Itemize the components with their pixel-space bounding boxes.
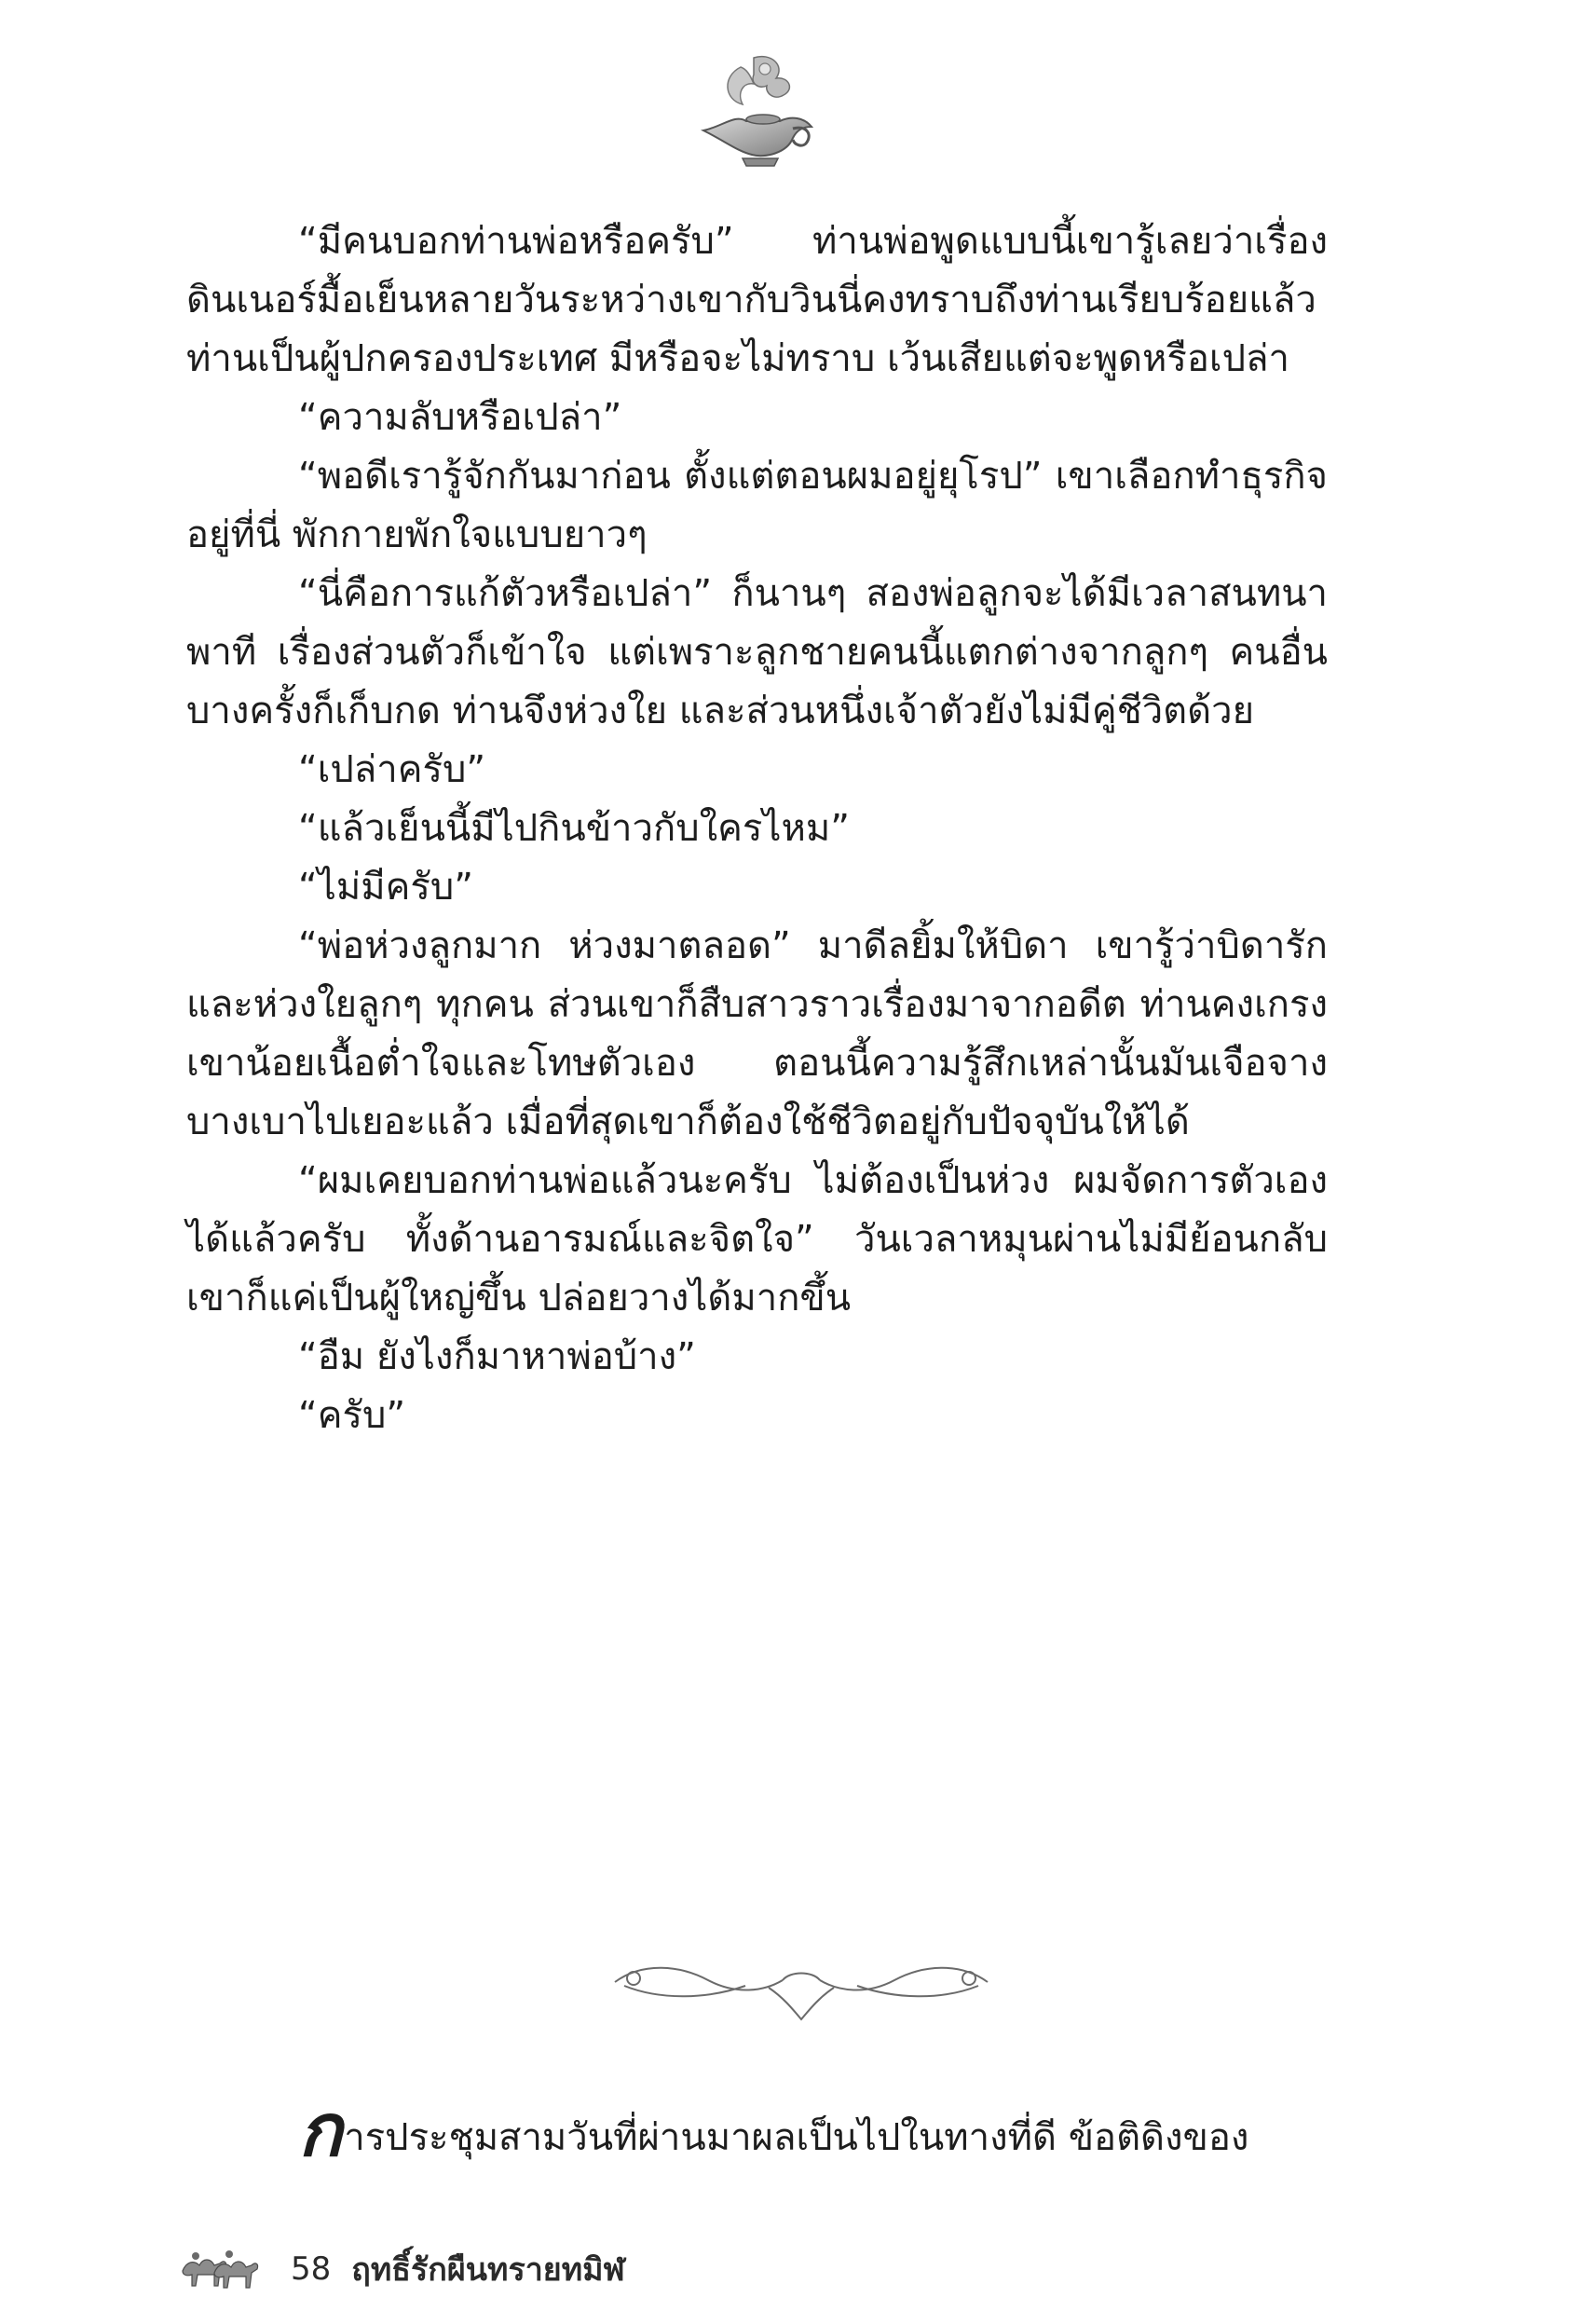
paragraph: “ผมเคยบอกท่านพ่อแล้วนะครับ ไม่ต้องเป็นห่วง ผมจัดการตัวเองได้แล้วครับ ทั้งด้านอารมณ์และจิตใจ” วันเวลาหมุนผ่านไม่มีย้อนกลับ เขาก็แค่เป็นผู้ใหญ่ขึ้น ปล่อยวางได้มากขึ้น	[186, 1159, 1328, 1320]
paragraph: “ไม่มีครับ”	[298, 866, 473, 909]
paragraph: “ครับ”	[298, 1394, 406, 1437]
book-title: ฤทธิ์รักผืนทรายทมิฬ	[351, 2251, 625, 2289]
section-opening-text: ารประชุมสามวันที่ผ่านมาผลเป็นไปในทางที่ดี ข้อติดิงของ	[344, 2116, 1249, 2159]
paragraph: “มีคนบอกท่านพ่อหรือครับ” ท่านพ่อพูดแบบนี้เขารู้เลยว่าเรื่องดินเนอร์มื้อเย็นหลายวันระหว่างเขากับวินนี่คงทราบถึงท่านเรียบร้อยแล้ว ท่านเป็นผู้ปกครองประเทศ มีหรือจะไม่ทราบ เว้นเสียแต่จะพูดหรือเปล่า	[186, 220, 1328, 380]
paragraph: “ความลับหรือเปล่า”	[298, 396, 622, 439]
paragraph: “พ่อห่วงลูกมาก ห่วงมาตลอด” มาดีลยิ้มให้บิดา เขารู้ว่าบิดารักและห่วงใยลูกๆ ทุกคน ส่วนเขาก็สืบสาวราวเรื่องมาจากอดีต ท่านคงเกรงเขาน้อยเนื้อต่ำใจและโทษตัวเอง ตอนนี้ความรู้สึกเหล่านั้นมันเจือจางบางเบาไปเยอะแล้ว เมื่อที่สุดเขาก็ต้องใช้ชีวิตอยู่กับปัจจุบันให้ได้	[186, 924, 1328, 1143]
drop-cap: ก	[298, 2088, 343, 2173]
page-number: 58	[291, 2250, 332, 2288]
paragraph: “นี่คือการแก้ตัวหรือเปล่า” ก็นานๆ สองพ่อลูกจะได้มีเวลาสนทนาพาที เรื่องส่วนตัวก็เข้าใจ แต่เพราะลูกชายคนนี้แตกต่างจากลูกๆ คนอื่น บางครั้งก็เก็บกด ท่านจึงห่วงใย และส่วนหนึ่งเจ้าตัวยังไม่มีคู่ชีวิตด้วย	[186, 572, 1328, 732]
camel-caravan-icon	[177, 2243, 270, 2295]
story-text	[186, 212, 1328, 1445]
paragraph: “เปล่าครับ”	[298, 748, 486, 791]
paragraph: “พอดีเรารู้จักกันมาก่อน ตั้งแต่ตอนผมอยู่ยุโรป” เขาเลือกทำธุรกิจอยู่ที่นี่ พักกายพักใจแบบยาวๆ	[186, 455, 1328, 556]
page-footer	[177, 2241, 625, 2297]
paragraph: “แล้วเย็นนี้มีไปกินข้าวกับใครไหม”	[298, 807, 850, 850]
ornamental-divider-icon	[606, 1943, 997, 2027]
genie-lamp-icon	[685, 48, 825, 174]
paragraph: “อืม ยังไงก็มาหาพ่อบ้าง”	[298, 1335, 696, 1378]
section-opening	[298, 2088, 1328, 2173]
